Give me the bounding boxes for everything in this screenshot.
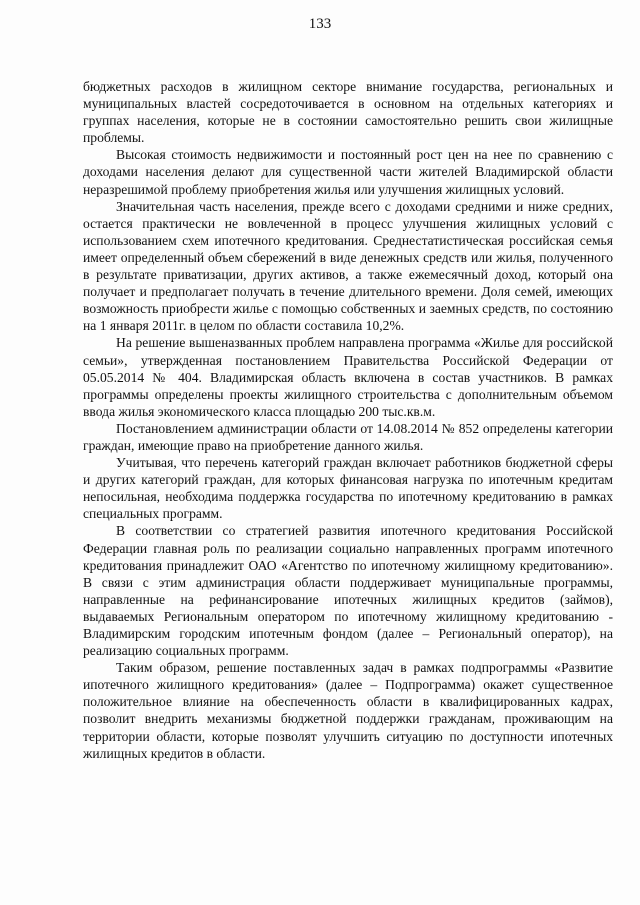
paragraph-6: Учитывая, что перечень категорий граждан включает работников бюджетной сферы и других категорий граждан, для которых финансовая нагрузка по ипотечным кредитам непосильная, необходима поддержка государства по ипотечному кредитованию в рамках специальных программ. <box>83 455 613 522</box>
body-text <box>83 78 613 762</box>
paragraph-4: На решение вышеназванных проблем направлена программа «Жилье для российской семьи», утвержденная постановлением Правительства Российской Федерации от 05.05.2014 № 404. Владимирская область включена в состав участников. В рамках программы определены проекты жилищного строительства с дополнительным объемом ввода жилья экономического класса площадью 200 тыс.кв.м. <box>83 335 613 419</box>
paragraph-1: бюджетных расходов в жилищном секторе внимание государства, региональных и муниципальных властей сосредоточивается в основном на отдельных категориях и группах населения, которые не в состоянии самостоятельно решить свои жилищные проблемы. <box>83 79 613 146</box>
paragraph-8: Таким образом, решение поставленных задач в рамках подпрограммы «Развитие ипотечного жилищного кредитования» (далее – Подпрограмма) окажет существенное положительное влияние на обеспеченность области в квалифицированных кадрах, позволит внедрить механизмы бюджетной поддержки гражданам, проживающим на территории области, которые позволят улучшить ситуацию по доступности ипотечных жилищных кредитов в области. <box>83 660 613 761</box>
paragraph-5: Постановлением администрации области от 14.08.2014 № 852 определены категории граждан, имеющие право на приобретение данного жилья. <box>83 420 613 453</box>
paragraph-3: Значительная часть населения, прежде всего с доходами средними и ниже средних, остается практически не вовлеченной в процесс улучшения жилищных условий с использованием схем ипотечного кредитования. Среднестатистическая российская семья имеет определенный объем сбережений в виде денежных средств или жилья, полученного в результате приватизации, других активов, а также ежемесячный доход, который она получает и предполагает получать в течение длительного времени. Доля семей, имеющих возможность приобрести жилье с помощью собственных и заемных средств, по состоянию на 1 января 2011г. в целом по области составила 10,2%. <box>83 198 613 334</box>
paragraph-2: Высокая стоимость недвижимости и постоянный рост цен на нее по сравнению с доходами населения делают для существенной части жителей Владимирской области неразрешимой проблему приобретения жилья или улучшения жилищных условий. <box>83 147 613 197</box>
paragraph-7: В соответствии со стратегией развития ипотечного кредитования Российской Федерации главная роль по реализации социально направленных программ ипотечного кредитования принадлежит ОАО «Агентство по ипотечному жилищному кредитованию». В связи с этим администрация области поддерживает муниципальные программы, направленные на рефинансирование ипотечных жилищных кредитов (займов), выдаваемых Региональным оператором по ипотечному жилищному кредитованию - Владимирским городским ипотечным фондом (далее – Региональный оператор), на реализацию социальных программ. <box>83 523 613 659</box>
page-number: 133 <box>308 16 332 32</box>
